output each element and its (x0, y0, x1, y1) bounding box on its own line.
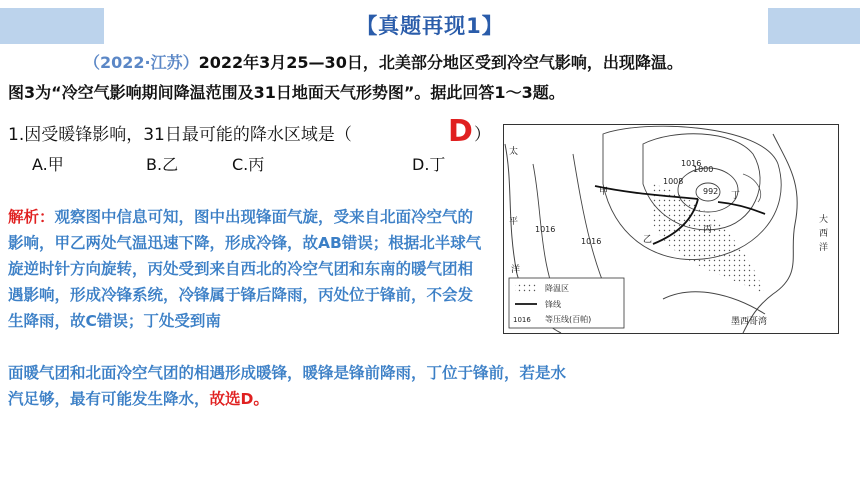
legend-cooling-label: 降温区 (545, 284, 569, 293)
option-c: C.丙 (232, 155, 265, 174)
isobar-label-1016-top: 1016 (681, 159, 702, 168)
option-a: A.甲 (32, 155, 64, 174)
header-right-bar (768, 8, 860, 44)
isobar-label-1008: 1008 (663, 177, 684, 186)
isobar-label-992: 992 (703, 187, 719, 196)
legend-isobar-sample: 1016 (513, 316, 531, 324)
question-stem-text: 1.因受暖锋影响，31日最可能的降水区域是（ (8, 125, 352, 145)
question-stem (8, 120, 352, 145)
intro-line-2: 图3为“冷空气影响期间降温范围及31日地面天气形势图”。据此回答1～3题。 (8, 83, 565, 102)
intro-text-1: 2022年3月25—30日，北美部分地区受到冷空气影响，出现降温。 (198, 53, 683, 72)
isobar-label-1016-west: 1016 (535, 225, 556, 234)
analysis-tail (8, 360, 566, 412)
analysis-label: 解析： (8, 208, 55, 226)
analysis-body: 观察图中信息可知，图中出现锋面气旋，受来自北面冷空气的影响，甲乙两处气温迅速下降，形成冷锋，故AB错误；根据北半球气旋逆时针方向旋转，丙处受到来自西北的冷空气团和东南的暖气团相遇影响，形成冷锋系统，冷锋属于锋后降雨，丙处位于锋前，不会发生降雨，故C错误；丁处受到南 (8, 208, 482, 330)
option-b: B.乙 (146, 155, 179, 174)
ocean-label-xi: 西 (819, 229, 829, 239)
analysis-tail-line-1: 面暖气团和北面冷空气团的相遇形成暖锋，暖锋是锋前降雨，丁位于锋前，若是水 (8, 364, 567, 382)
pacific-label-yang: 洋 (511, 265, 521, 275)
option-d: D.丁 (412, 155, 446, 174)
legend-front-label: 锋线 (545, 300, 561, 309)
pacific-label-ping: 平 (509, 217, 519, 227)
legend-isobar-label: 等压线(百帕) (545, 315, 592, 324)
pacific-label-tai: 太 (509, 147, 519, 157)
analysis-tail-line-2 (8, 386, 566, 412)
place-bing: 丙 (703, 225, 713, 235)
page-title: 【真题再现1】 (356, 14, 504, 38)
weather-map (503, 124, 839, 334)
intro-line-1 (84, 50, 683, 73)
question-source: （2022·江苏） (84, 53, 199, 72)
question-close-paren: ） (474, 125, 491, 145)
place-ding: 丁 (731, 191, 741, 201)
analysis-tail-text: 汽足够，最有可能发生降水， (8, 390, 210, 408)
ocean-label-yang: 洋 (819, 243, 829, 253)
gulf-label: 墨西哥湾 (731, 317, 768, 327)
header-left-bar (0, 8, 104, 44)
legend-cooling-swatch (515, 284, 537, 292)
isobar-label-1016-west2: 1016 (581, 237, 602, 246)
isobar-label-1000: 1000 (693, 165, 714, 174)
ocean-label-da: 大 (819, 215, 829, 225)
analysis-block (8, 204, 486, 334)
answer-mark: D (448, 114, 473, 149)
analysis-conclusion: 故选D。 (209, 390, 269, 408)
place-jia: 甲 (599, 187, 609, 197)
place-yi: 乙 (643, 235, 653, 245)
